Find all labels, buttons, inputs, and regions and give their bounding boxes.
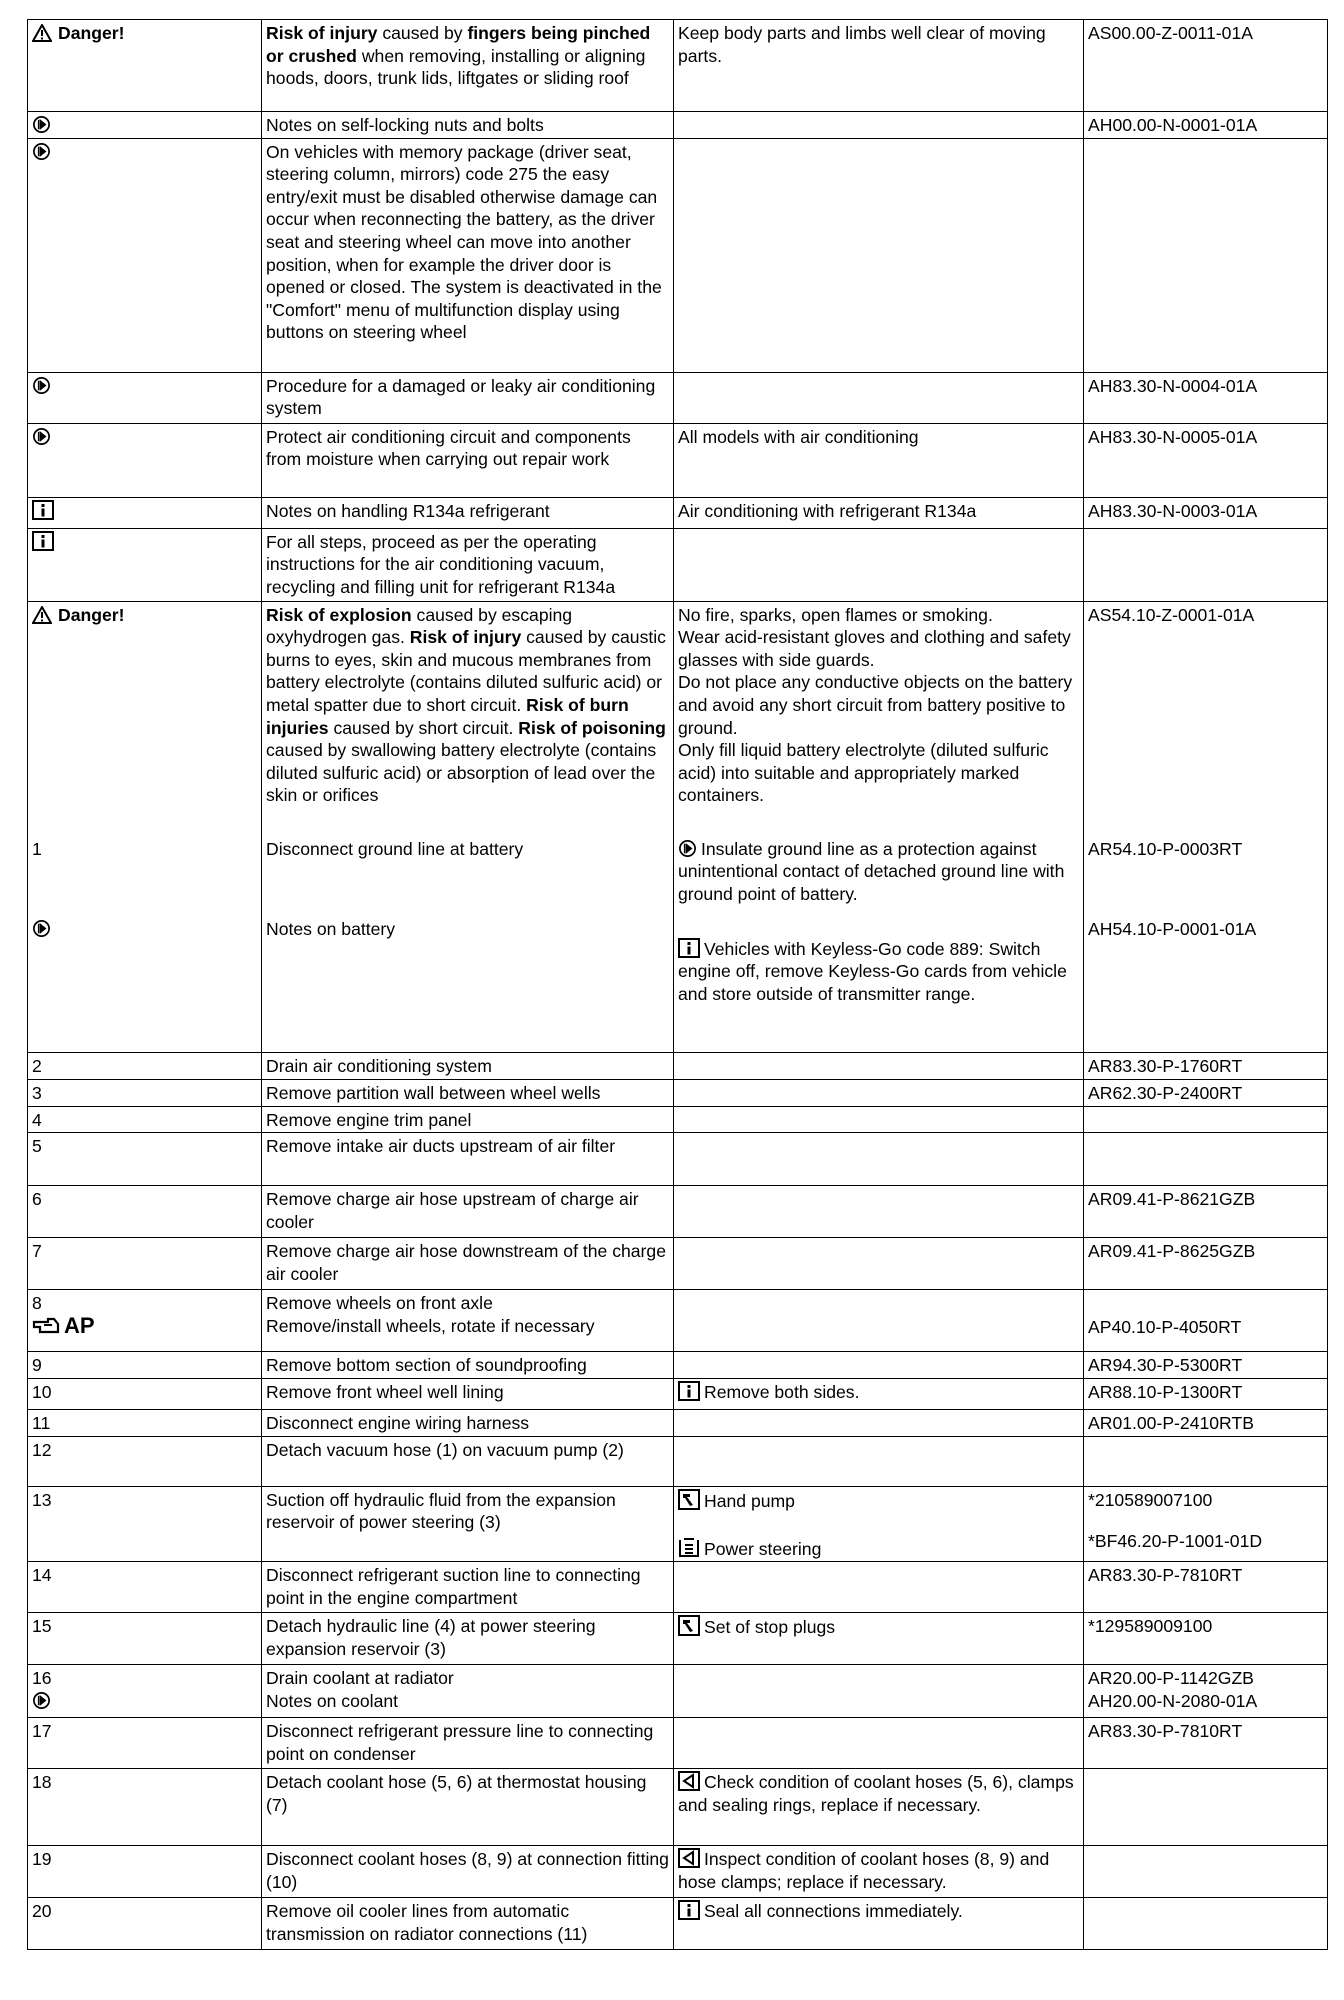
table-row: 2 Drain air conditioning system AR83.30-P-1760RT: [28, 1052, 1328, 1079]
note-icon: [32, 115, 51, 134]
inspect-icon: [678, 1771, 700, 1791]
info-icon: [32, 500, 54, 520]
risk-text: [266, 604, 669, 838]
danger-label: Danger!: [32, 22, 124, 45]
table-row: Danger! Risk of injury caused by fingers being pinched or crushed when removing, installing or aligning hoods, doors, trunk lids, liftgates or sliding roof Keep body parts and limbs well clear of moving parts. AS00.00-Z-0011-01A: [28, 20, 1328, 112]
inspect-icon: [678, 1848, 700, 1868]
table-row: 5 Remove intake air ducts upstream of air filter: [28, 1133, 1328, 1186]
step-number: 1: [32, 838, 42, 859]
table-row: 3 Remove partition wall between wheel wells AR62.30-P-2400RT: [28, 1079, 1328, 1106]
table-row: 17 Disconnect refrigerant pressure line to connecting point on condenser AR83.30-P-7810RT: [28, 1718, 1328, 1769]
table-row: 6 Remove charge air hose upstream of charge air cooler AR09.41-P-8621GZB: [28, 1186, 1328, 1238]
table-row: Danger! 1 Risk of explosion caused by escaping oxyhydrogen gas. Risk of injury caused by caustic burns to eyes, skin and mucous membranes from battery electrolyte (contains diluted sulfuric acid) or metal spatter due to short circuit. Risk of burn injuries caused by short circuit. Risk of poisoning caused by swallowing battery electrolyte (contains diluted sulfuric acid) or absorption of lead over the skin or orifices Disconnect ground line at battery Notes on battery No fire, sparks, open flames or smoking. Wear acid-resistant gloves and clothing and safety glasses with side guards. Do not place any conductive objects on the battery and avoid any short circuit from battery positive to ground. Only fill liquid battery electrolyte (diluted sulfuric acid) into suitable and appropriately marked containers. Insulate ground line as a protection against unintentional contact of detached ground line with ground point of battery. Vehicles with Keyless-Go code 889: Switch engine off, remove Keyless-Go cards from vehicle and store outside of transmitter range. AS54.10-Z-0001-01A AR54.10-P-0003RT AH54.10-P-0001-01A: [28, 601, 1328, 1052]
body-text: caused by swallowing battery electrolyte (contains diluted sulfuric acid) or absorption of lead over the skin or orifices: [266, 740, 657, 806]
info-icon: [678, 1900, 700, 1920]
note-icon: [32, 427, 51, 446]
table-row: Notes on self-locking nuts and bolts AH00.00-N-0001-01A: [28, 112, 1328, 139]
emphasis-text: Risk of injury: [409, 627, 522, 648]
info-icon: [678, 1381, 700, 1401]
procedure-table: [27, 19, 1328, 1950]
note-icon: [678, 839, 697, 858]
table-row: Protect air conditioning circuit and components from moisture when carrying out repair work All models with air conditioning AH83.30-N-0005-01A: [28, 423, 1328, 497]
repair-procedure-document: [27, 19, 1327, 1950]
ap-reference: AP: [32, 1315, 95, 1338]
emphasis-text: Risk of explosion: [266, 604, 412, 625]
table-row: Notes on handling R134a refrigerant Air conditioning with refrigerant R134a AH83.30-N-0003-01A: [28, 497, 1328, 528]
table-row: 8 AP Remove wheels on front axle Remove/install wheels, rotate if necessary AP40.10-P-4050RT: [28, 1290, 1328, 1352]
table-row: Procedure for a damaged or leaky air conditioning system AH83.30-N-0004-01A: [28, 372, 1328, 423]
body-text: caused by escaping oxyhydrogen gas.: [266, 604, 573, 648]
emphasis-text: Risk of injury: [266, 23, 378, 43]
tool-icon: [678, 1615, 700, 1636]
table-row: On vehicles with memory package (driver seat, steering column, mirrors) code 275 the easy entry/exit must be disabled otherwise damage can occur when reconnecting the battery, as the driver seat and steering wheel can move into another position, when for example the driver door is opened or closed. The system is deactivated in the "Comfort" menu of multifunction display using buttons on steering wheel: [28, 138, 1328, 372]
table-row: 11 Disconnect engine wiring harness AR01.00-P-2410RTB: [28, 1410, 1328, 1437]
fluid-container-icon: [678, 1537, 700, 1558]
warning-triangle-icon: [32, 24, 52, 42]
body-text: caused by caustic burns to eyes, skin and mucous membranes from battery electrolyte (contains diluted sulfuric acid) or metal spatter due to short circuit.: [266, 627, 666, 715]
note-icon: [32, 919, 51, 938]
note-icon: [32, 1691, 51, 1710]
pointing-hand-icon: [32, 1316, 62, 1336]
table-row: 12 Detach vacuum hose (1) on vacuum pump (2): [28, 1436, 1328, 1486]
risk-text: [262, 20, 674, 112]
body-text: when removing, installing or aligning hoods, doors, trunk lids, liftgates or sliding roof: [266, 45, 646, 89]
table-row: 10 Remove front wheel well lining Remove both sides. AR88.10-P-1300RT: [28, 1379, 1328, 1410]
danger-label: Danger!: [32, 604, 124, 627]
table-row: 14 Disconnect refrigerant suction line to connecting point in the engine compartment AR83.30-P-7810RT: [28, 1562, 1328, 1613]
table-row: 16 Drain coolant at radiator Notes on coolant AR20.00-P-1142GZB AH20.00-N-2080-01A: [28, 1665, 1328, 1718]
table-row: 7 Remove charge air hose downstream of the charge air cooler AR09.41-P-8625GZB: [28, 1238, 1328, 1290]
note-icon: [32, 376, 51, 395]
table-row: 20 Remove oil cooler lines from automatic transmission on radiator connections (11) Seal all connections immediately.: [28, 1898, 1328, 1950]
info-icon: [678, 938, 700, 958]
table-row: 4 Remove engine trim panel: [28, 1106, 1328, 1133]
note-icon: [32, 142, 51, 161]
table-row: 9 Remove bottom section of soundproofing AR94.30-P-5300RT: [28, 1352, 1328, 1379]
emphasis-text: Risk of burn injuries: [266, 694, 629, 738]
table-row: For all steps, proceed as per the operating instructions for the air conditioning vacuum, recycling and filling unit for refrigerant R134a: [28, 528, 1328, 601]
info-icon: [32, 531, 54, 551]
body-text: caused by short circuit.: [328, 717, 519, 738]
table-row: 19 Disconnect coolant hoses (8, 9) at connection fitting (10) Inspect condition of coolant hoses (8, 9) and hose clamps; replace if necessary.: [28, 1846, 1328, 1898]
emphasis-text: Risk of poisoning: [518, 717, 666, 738]
warning-triangle-icon: [32, 606, 52, 624]
table-row: 18 Detach coolant hose (5, 6) at thermostat housing (7) Check condition of coolant hoses (5, 6), clamps and sealing rings, replace if necessary.: [28, 1769, 1328, 1846]
emphasis-text: fingers being pinched or crushed: [266, 23, 651, 66]
table-row: 15 Detach hydraulic line (4) at power steering expansion reservoir (3) Set of stop plugs *129589009100: [28, 1613, 1328, 1665]
table-row: 13 Suction off hydraulic fluid from the expansion reservoir of power steering (3) Hand pump Power steering *210589007100 *BF46.20-P-1001-01D: [28, 1486, 1328, 1562]
body-text: caused by: [377, 23, 468, 43]
tool-icon: [678, 1489, 700, 1510]
